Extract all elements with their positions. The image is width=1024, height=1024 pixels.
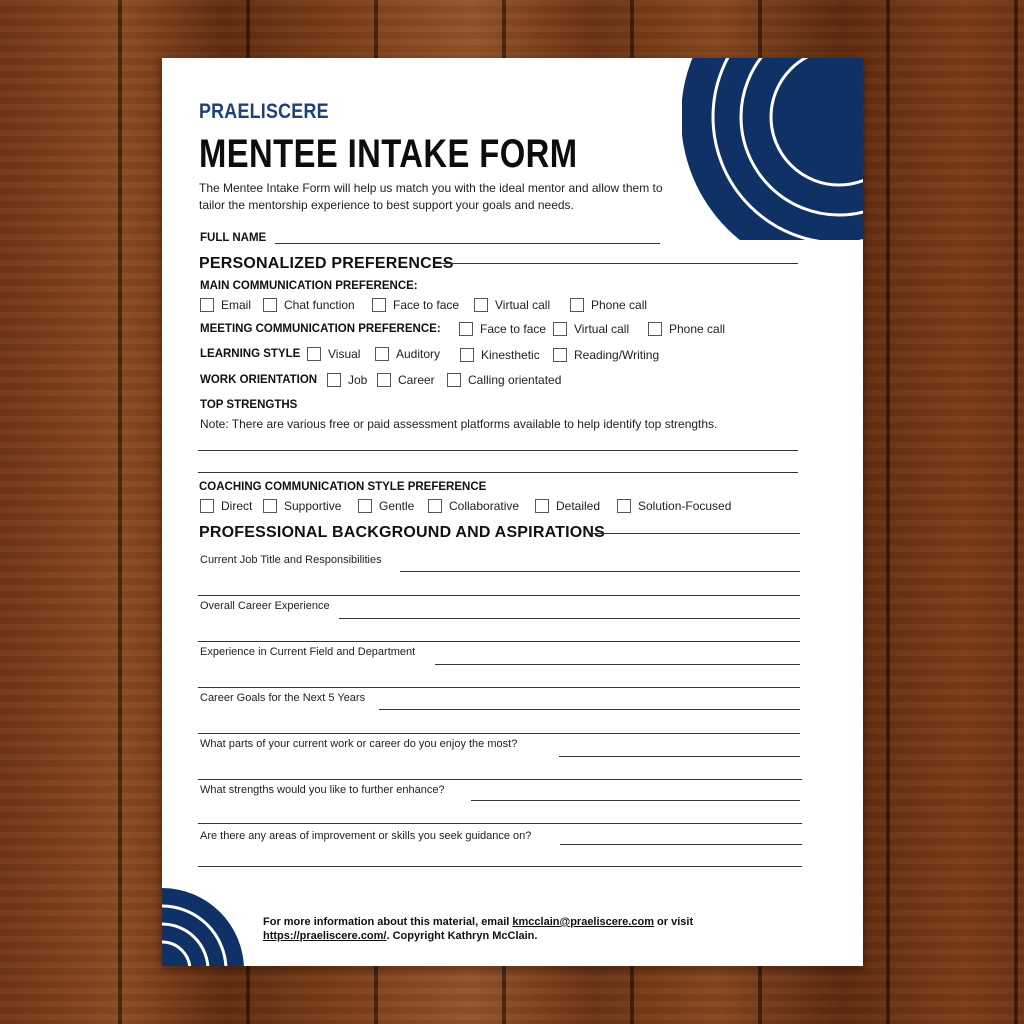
strengths-line-2[interactable]: [198, 472, 798, 473]
checkbox-coaching-solution[interactable]: Solution-Focused: [617, 499, 731, 513]
decorative-circles-bottom: [162, 868, 252, 966]
checkbox[interactable]: [200, 298, 214, 312]
answer-line[interactable]: [198, 733, 800, 734]
checkbox-work-calling[interactable]: Calling orientated: [447, 373, 561, 387]
checkbox-meeting-phone[interactable]: Phone call: [648, 322, 725, 336]
checkbox[interactable]: [648, 322, 662, 336]
checkbox[interactable]: [553, 348, 567, 362]
checkbox-learning-kinesthetic[interactable]: Kinesthetic: [460, 348, 540, 362]
question-improvement: Are there any areas of improvement or skills you seek guidance on?: [200, 830, 532, 842]
answer-line[interactable]: [379, 709, 800, 710]
checkbox-meeting-virtual[interactable]: Virtual call: [553, 322, 629, 336]
answer-line[interactable]: [559, 756, 800, 757]
work-orientation-label: WORK ORIENTATION: [200, 374, 318, 386]
answer-line[interactable]: [339, 618, 800, 619]
checkbox-learning-reading[interactable]: Reading/Writing: [553, 348, 659, 362]
checkbox[interactable]: [459, 322, 473, 336]
meeting-comm-label: MEETING COMMUNICATION PREFERENCE:: [200, 323, 441, 335]
answer-line[interactable]: [560, 844, 802, 845]
section-title-preferences: PERSONALIZED PREFERENCES: [199, 255, 454, 272]
checkbox-learning-visual[interactable]: Visual: [307, 347, 360, 361]
answer-line[interactable]: [198, 779, 802, 780]
question-job-title: Current Job Title and Responsibilities: [200, 554, 382, 566]
checkbox-meeting-face[interactable]: Face to face: [459, 322, 546, 336]
coaching-style-label: COACHING COMMUNICATION STYLE PREFERENCE: [199, 481, 487, 493]
answer-line[interactable]: [435, 664, 800, 665]
strengths-line-1[interactable]: [198, 450, 798, 451]
top-strengths-label: TOP STRENGTHS: [200, 399, 298, 411]
full-name-label: FULL NAME: [200, 232, 267, 244]
checkbox[interactable]: [447, 373, 461, 387]
decorative-circles-top: [682, 58, 863, 240]
answer-line[interactable]: [198, 641, 800, 642]
checkbox-main-chat[interactable]: Chat function: [263, 298, 355, 312]
answer-line[interactable]: [198, 866, 802, 867]
checkbox[interactable]: [358, 499, 372, 513]
learning-style-label: LEARNING STYLE: [200, 348, 301, 360]
checkbox[interactable]: [263, 298, 277, 312]
checkbox[interactable]: [327, 373, 341, 387]
checkbox[interactable]: [617, 499, 631, 513]
checkbox-learning-auditory[interactable]: Auditory: [375, 347, 440, 361]
answer-line[interactable]: [400, 571, 800, 572]
footer-note: For more information about this material, email kmcclain@praeliscere.com or visit https://praeliscere.com/. Copyright Kathryn McClain.: [263, 916, 694, 942]
checkbox-main-phone[interactable]: Phone call: [570, 298, 647, 312]
checkbox[interactable]: [200, 499, 214, 513]
question-field-experience: Experience in Current Field and Department: [200, 646, 416, 658]
checkbox[interactable]: [263, 499, 277, 513]
checkbox-coaching-gentle[interactable]: Gentle: [358, 499, 414, 513]
question-strengths-enhance: What strengths would you like to further enhance?: [200, 784, 445, 796]
checkbox-work-career[interactable]: Career: [377, 373, 435, 387]
section-title-background: PROFESSIONAL BACKGROUND AND ASPIRATIONS: [199, 524, 606, 541]
intro-text: The Mentee Intake Form will help us match you with the ideal mentor and allow them to tailor the mentorship experience to best support your goals and needs.: [199, 181, 663, 212]
checkbox[interactable]: [372, 298, 386, 312]
checkbox[interactable]: [474, 298, 488, 312]
question-enjoy-most: What parts of your current work or career do you enjoy the most?: [200, 738, 518, 750]
checkbox-coaching-collaborative[interactable]: Collaborative: [428, 499, 519, 513]
checkbox-coaching-detailed[interactable]: Detailed: [535, 499, 600, 513]
checkbox-work-job[interactable]: Job: [327, 373, 367, 387]
checkbox[interactable]: [460, 348, 474, 362]
form-title: MENTEE INTAKE FORM: [199, 132, 578, 176]
form-sheet: [162, 58, 863, 966]
checkbox[interactable]: [375, 347, 389, 361]
website-link[interactable]: https://praeliscere.com/: [263, 930, 387, 942]
checkbox-coaching-supportive[interactable]: Supportive: [263, 499, 341, 513]
top-strengths-note: Note: There are various free or paid assessment platforms available to help identify top strengths.: [200, 417, 718, 431]
brand-name: PRAELISCERE: [199, 100, 329, 123]
answer-line[interactable]: [471, 800, 800, 801]
checkbox[interactable]: [553, 322, 567, 336]
answer-line[interactable]: [198, 823, 802, 824]
main-comm-label: MAIN COMMUNICATION PREFERENCE:: [200, 280, 418, 292]
section-rule: [588, 533, 800, 534]
full-name-field[interactable]: [275, 243, 660, 244]
email-link[interactable]: kmcclain@praeliscere.com: [512, 916, 654, 928]
checkbox-coaching-direct[interactable]: Direct: [200, 499, 252, 513]
checkbox[interactable]: [535, 499, 549, 513]
answer-line[interactable]: [198, 687, 800, 688]
question-career-goals: Career Goals for the Next 5 Years: [200, 692, 366, 704]
answer-line[interactable]: [198, 595, 800, 596]
checkbox[interactable]: [428, 499, 442, 513]
checkbox-main-email[interactable]: Email: [200, 298, 251, 312]
checkbox-main-virtual[interactable]: Virtual call: [474, 298, 550, 312]
question-career-experience: Overall Career Experience: [200, 600, 330, 612]
section-rule: [434, 263, 798, 264]
checkbox-main-face[interactable]: Face to face: [372, 298, 459, 312]
checkbox[interactable]: [377, 373, 391, 387]
checkbox[interactable]: [307, 347, 321, 361]
checkbox[interactable]: [570, 298, 584, 312]
